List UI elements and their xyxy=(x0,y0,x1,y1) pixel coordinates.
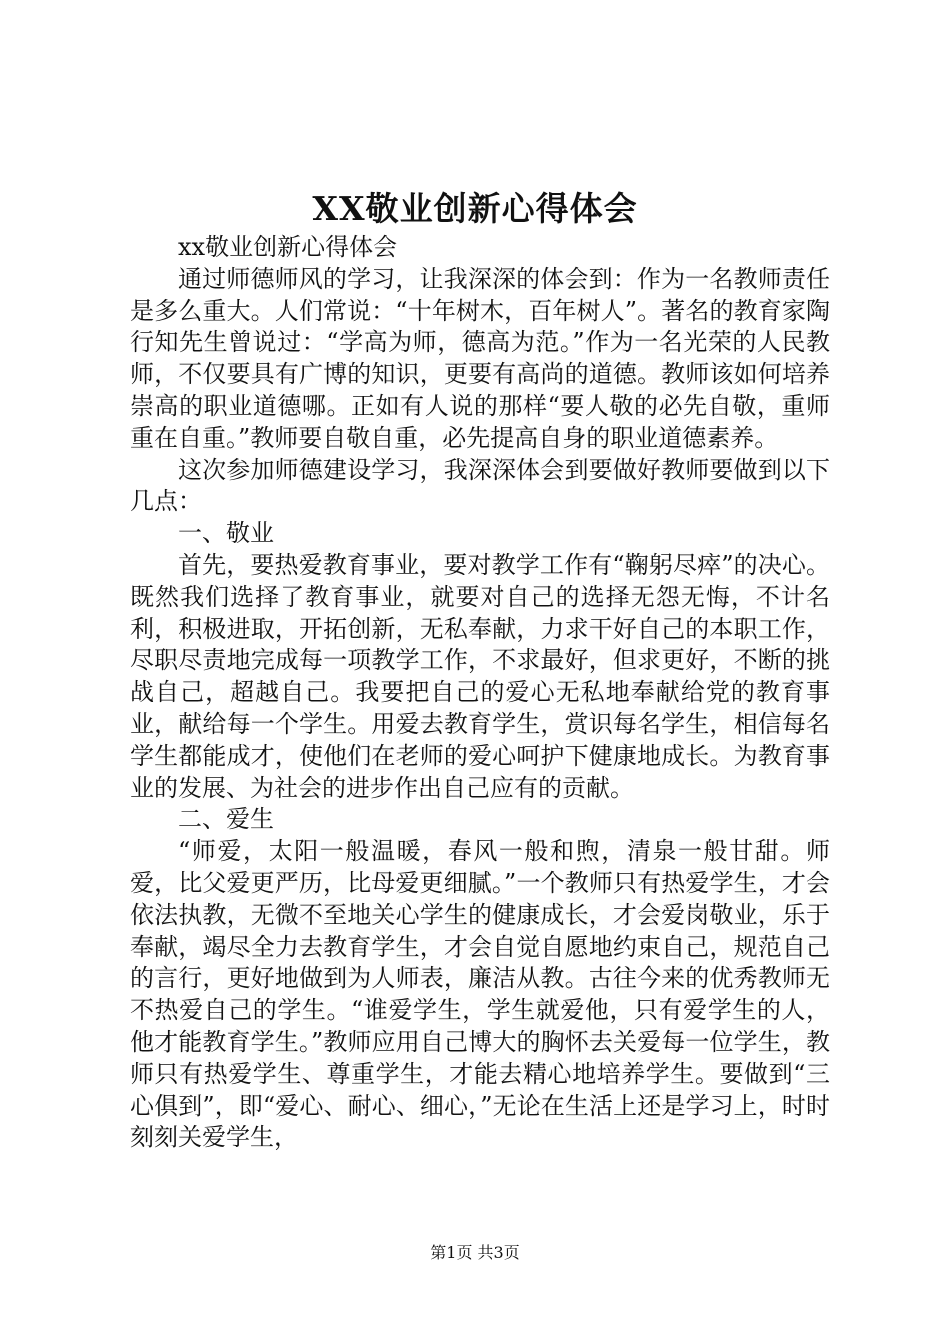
document-title: XX敬业创新心得体会 xyxy=(312,189,638,228)
points-intro-paragraph: 这次参加师德建设学习，我深深体会到要做好教师要做到以下几点： xyxy=(130,455,830,516)
document-body xyxy=(130,232,830,1154)
love-students-paragraph: “师爱，太阳一般温暖，春风一般和煦，清泉一般甘甜。师爱，比父爱更严历，比母爱更细腻。”一个教师只有热爱学生，才会依法执教，无微不至地关心学生的健康成长，才会爱岗敬业，乐于奉献，竭尽全力去教育学生，才会自觉自愿地约束自己，规范自己的言行，更好地做到为人师表，廉洁从教。古往今来的优秀教师无不热爱自己的学生。“谁爱学生，学生就爱他，只有爱学生的人，他才能教育学生。”教师应用自己博大的胸怀去关爱每一位学生，教师只有热爱学生、尊重学生，才能去精心地培养学生。要做到“三心俱到”，即“爱心、耐心、细心，”无论在生活上还是学习上，时时刻刻关爱学生， xyxy=(130,837,830,1152)
intro-paragraph: 通过师德师风的学习，让我深深的体会到：作为一名教师责任是多么重大。人们常说：“十年树木，百年树人”。著名的教育家陶行知先生曾说过：“学高为师，德高为范。”作为一名光荣的人民教师，不仅要具有广博的知识，更要有高尚的道德。教师该如何培养崇高的职业道德哪。正如有人说的那样“要人敬的必先自敬，重师重在自重。”教师要自敬自重，必先提高自身的职业道德素养。 xyxy=(130,264,830,452)
page-footer: 第1页 共3页 xyxy=(430,1243,520,1262)
section-heading-love-students: 二、爱生 xyxy=(178,805,274,834)
subtitle-paragraph: xx敬业创新心得体会 xyxy=(178,233,398,261)
section-heading-dedication: 一、敬业 xyxy=(178,519,274,548)
dedication-paragraph: 首先，要热爱教育事业，要对教学工作有“鞠躬尽瘁”的决心。既然我们选择了教育事业，就要对自己的选择无怨无悔，不计名利，积极进取，开拓创新，无私奉献，力求干好自己的本职工作，尽职尽责地完成每一项教学工作，不求最好，但求更好，不断的挑战自己，超越自己。我要把自己的爱心无私地奉献给党的教育事业，献给每一个学生。用爱去教育学生，赏识每名学生，相信每名学生都能成才，使他们在老师的爱心呵护下健康地成长。为教育事业的发展、为社会的进步作出自己应有的贡献。 xyxy=(130,550,830,802)
